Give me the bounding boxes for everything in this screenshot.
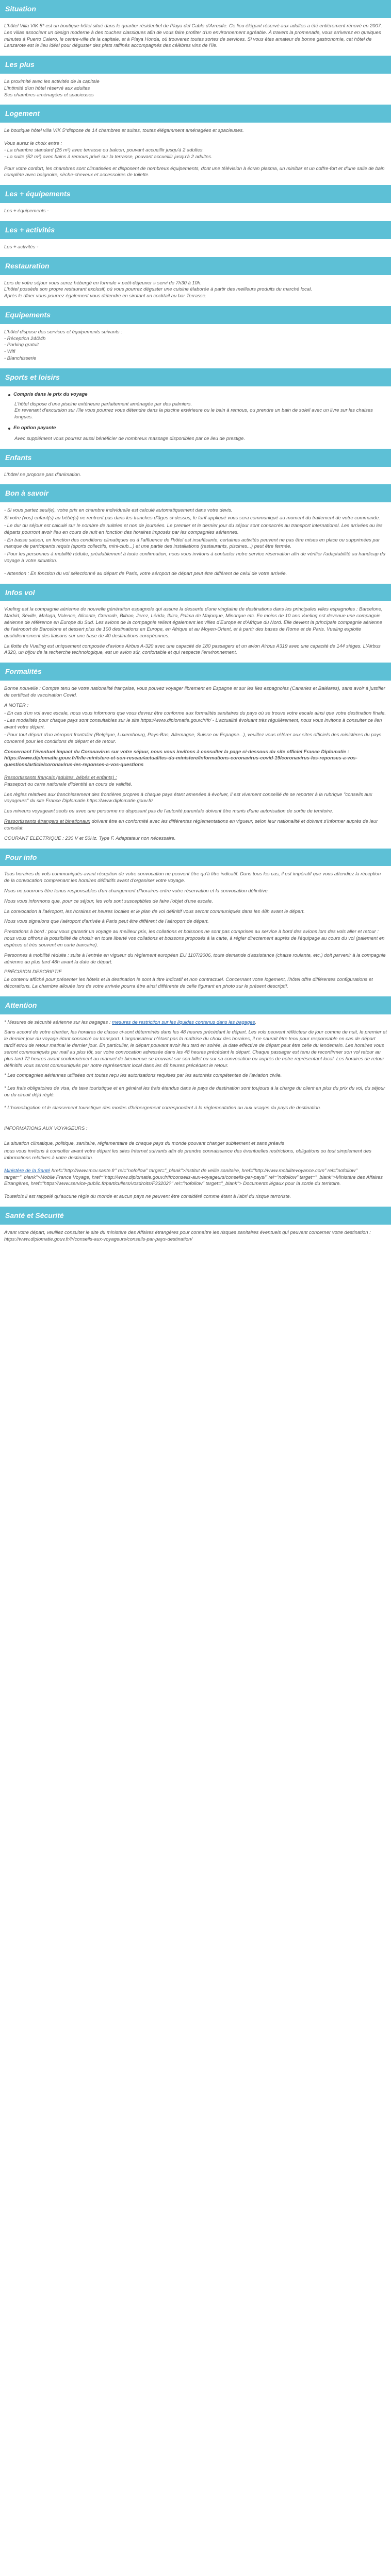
logement-line: - La suite (52 m²) avec bains à remous privé sur la terrasse, pouvant accueillir jusqu'à 2 adultes. xyxy=(4,154,213,160)
section-title-sports: Sports et loisirs xyxy=(0,368,391,386)
bullet-icon xyxy=(8,394,10,396)
section-body-logement xyxy=(0,128,391,179)
attention-p10: Toutefois il est rappelé qu'aucune règle du monde et aucun pays ne peuvent être considéré comme étant à l'abri du risque terroriste. xyxy=(4,1194,291,1200)
bon-savoir-line: - Attention : En fonction du vol sélectionné au départ de Paris, votre aéroport de départ peut être différent de celui de votre arrivée. xyxy=(4,570,287,577)
section-body-situation xyxy=(0,23,391,49)
section-title-bon-savoir: Bon à savoir xyxy=(0,484,391,502)
section-body-plus-equipements xyxy=(0,208,391,215)
plus-equipements-text: Les + équipements - xyxy=(4,208,49,214)
logement-line: Vous aurez le choix entre : xyxy=(4,141,62,147)
pour-info-p8: PRÉCISION DESCRIPTIF xyxy=(4,969,62,975)
section-body-formalites xyxy=(0,686,391,842)
logement-intro: Le boutique hôtel villa VIK 5*dispose de 14 chambres et suites, toutes élégamment aménagées et spacieuses. xyxy=(4,128,244,134)
section-body-attention xyxy=(0,1020,391,1200)
ministere-sante-link[interactable]: Ministère de la Santé xyxy=(4,1167,51,1174)
infos-vol-p1: Vueling est la compagnie aérienne de nouvelle génération espagnole qui assure la desserte d'une vingtaine de destinations dans les principales villes espagnoles : Barcelone, Madrid, Séville, Malaga, Valence, Alicante, Grenade, Bilbao, Jerez, Lérida, Ibiza, Palma de Majorque, Minorque etc. En moins de 10 ans Vueling est devenue une compagnie aérienne de référence en Europe du Sud. Les avions de la compagnie relient également les villes d'Europe et d'Afrique du Nord. Elle devient la principale compagnie aérienne de l'aéroport de Barcelone et dessert plus de 100 destinations en Europe, en Afrique et au Moyen-Orient, et à partir des bases de Rome et de Paris. Vueling exploite quotidiennement des liaisons sur une base de 40 destinations européennes. xyxy=(4,606,383,639)
attention-p8: nous vous invitons à consulter avant votre départ les sites Internet suivants afin de prendre connaissance des éventuelles restrictions, obligations ou tout simplement des informations relatives à votre destination. xyxy=(4,1148,371,1161)
pour-info-p6: Prestations à bord : pour vous garantir un voyage au meilleur prix, les collations et boissons ne sont pas comprises au service à bord des avions lors des vols aller et retour : nous vous offrons la possibilité de choisir en toute liberté vos collations et boissons proposés à la carte, à régler directement auprès de l'équipage au cours du vol (paiement en espèces et très souvent en carte bancaire). xyxy=(4,929,385,948)
logement-line: - La chambre standard (25 m²) avec terrasse ou balcon, pouvant accueillir jusqu'à 2 adultes. xyxy=(4,147,204,153)
sports-included-line: En revenant d'excursion sur l'île vous pourrez vous détendre dans la piscine extérieure ou le bain à remous, ou prendre un bain de soleil avec un livre sur les chaises longues. xyxy=(14,408,373,420)
sports-paid xyxy=(8,425,387,432)
section-body-restauration xyxy=(0,280,391,300)
bon-savoir-line: - En basse saison, en fonction des conditions climatiques ou à l'affluence de l'hôtel est insuffisante, certaines activités peuvent ne pas être mises en place ou supprimées par manque de participants requis (sports collectifs, mini-club...) et une partie des installations (restaurants, piscines...) peut être fermée. xyxy=(4,537,380,550)
attention-p4: * Les frais obligatoires de visa, de taxe touristique et en général les frais étendus dans le pays de destination sont toujours à la charge du client en plus du prix du vol, du séjour ou du circuit déjà réglé. xyxy=(4,1086,385,1098)
section-title-sante: Santé et Sécurité xyxy=(0,1207,391,1225)
section-title-attention: Attention xyxy=(0,996,391,1014)
section-body-plus-activites xyxy=(0,244,391,251)
plus-line: La proximité avec les activités de la capitale xyxy=(4,79,100,85)
attention-p9 xyxy=(4,1168,387,1188)
section-body-bon-savoir xyxy=(0,507,391,577)
attention-p6: INFORMATIONS AUX VOYAGEURS : xyxy=(4,1125,88,1131)
sante-p1: Avant votre départ, veuillez consulter le site du ministère des Affaires étrangères pour connaître les risques sanitaires éventuels qui peuvent concerner votre destination : https://www.diplomatie.gouv.fr/fr/conseils-aux-voyageurs/conseils-par-pays-destination/ xyxy=(4,1229,371,1242)
section-title-plus: Les plus xyxy=(0,56,391,74)
formalites-p6: Concernant l'éventuel impact du Coronavirus sur votre séjour, nous vous invitons à consulter la page ci-dessous du site officiel France Diplomatie : https://www.diplomatie.gouv.fr/fr/le-ministere-et-son-reseau/actualites-du-ministere/informations-coronavirus-covid-19/coronavirus-les-reponses-a-vos-questions/article/coronavirus-les-reponses-a-vos-questions xyxy=(4,749,357,768)
bon-savoir-line: - Pour les personnes à mobilité réduite, préalablement à toute confirmation, nous vous invitons à contacter notre service réservation afin de vérifier l'adaptabilité au handicap du voyage à votre situation. xyxy=(4,551,386,564)
logement-comfort: Pour votre confort, les chambres sont climatisées et disposent de nombreux équipements, dont une télévision à écran plasma, un minibar et un coffre-fort et d'une salle de bain complète avec baignoire, sèche-cheveux et accessoires de toilette. xyxy=(4,165,385,178)
formalites-p2: A NOTER : xyxy=(4,702,29,708)
formalites-p9: Les mineurs voyageant seuls ou avec une personne ne disposant pas de l'autorité parentale doivent être munis d'une autorisation de sortie de territoire. xyxy=(4,808,333,815)
bon-savoir-line: Si votre (vos) enfant(s) au bébé(s) ne rentrent pas dans les tranches d'âges ci-dessus, le tarif appliqué vous sera communiqué au moment du traitement de votre commande. xyxy=(4,515,380,521)
formalites-p1: Bonne nouvelle : Compte tenu de votre nationalité française, vous pouvez voyager librement en Espagne et sur les îles espagnoles (Canaries et Baléares), sans avoir à justifier de certificat de vaccination Covid. xyxy=(4,686,385,698)
section-body-sante xyxy=(0,1230,391,1243)
equipements-line: - Blanchisserie xyxy=(4,355,37,362)
sports-included xyxy=(8,392,387,398)
liquids-restriction-link[interactable]: mesures de restriction sur les liquides contenus dans les bagages xyxy=(112,1019,255,1025)
formalites-p7: Passeport ou carte nationale d'identité en cours de validité. xyxy=(4,781,133,787)
attention-p1-end: . xyxy=(255,1019,257,1025)
plus-line: L'intimité d'un hôtel réservé aux adultes xyxy=(4,85,90,91)
section-title-equipements: Equipements xyxy=(0,306,391,324)
formalites-p3: - En cas d'un vol avec escale, nous vous informons que vous devrez être conforme aux formalités sanitaires du pays où se trouve votre escale ainsi que votre destination finale. xyxy=(4,710,386,716)
section-title-formalites: Formalités xyxy=(0,663,391,681)
bullet-icon xyxy=(8,428,10,430)
equipements-line: - Wifi xyxy=(4,349,15,355)
formalites-p10-heading: Ressortissants étrangers et binationaux xyxy=(4,819,90,825)
pour-info-p3: Nous vous informons que, pour ce séjour, les vols sont susceptibles de faire l'objet d'une escale. xyxy=(4,898,213,904)
bon-savoir-line: - Si vous partez seul(e), votre prix en chambre individuelle est calculé automatiquement dans votre devis. xyxy=(4,507,233,514)
attention-p7: La situation climatique, politique, sanitaire, réglementaire de chaque pays du monde pouvant changer subitement et sans préavis xyxy=(4,1141,284,1147)
section-body-plus xyxy=(0,79,391,98)
section-title-logement: Logement xyxy=(0,105,391,123)
bon-savoir-line: - Le dur du séjour est calculé sur le nombre de nuitées et non de journées. Le premier et le dernier jour du séjour sont consacrés au transport international. Les arrivées ou les départs pourront avoir lieu en cours de nuit en fonction des horaires imposés par les compagnies aériennes. xyxy=(4,522,383,535)
attention-p3: * Les compagnies aériennes utilisées ont toutes reçu les autorisations requises par les autorités compétentes de l'aviation civile. xyxy=(4,1073,282,1079)
product-description xyxy=(0,0,391,1262)
attention-p9-text: href="http://www.mcv.sante.fr" rel="nofollow" target="_blank">Institut de veille sanitaire, href="http://www.mobilitevoyance.com" rel="nofollow" target="_blank">Mobile France Voyage, href="http://www.diplomatie.gouv.fr/fr/conseils-aux-voyageurs/conseils-par-pays/" rel="nofollow" target="_blank">Ministère des Affaires Etrangères, href="https://www.service-public.fr/particuliers/vosdroits/F33202?" rel="nofollow" target="_blank"> Documents légaux pour la sortie du territoire. xyxy=(4,1167,383,1187)
sports-paid-title: En option payante xyxy=(13,425,56,431)
restauration-line: Après le dîner vous pourrez également vous détendre en sirotant un cocktail au bar Terrasse. xyxy=(4,293,207,299)
pour-info-p7: Personnes à mobilité réduite : suite à l'entrée en vigueur du règlement européen EU 1107/2006, toute demande d'assistance (chaise roulante, etc.) doit parvenir à la compagnie aérienne au plus tard 48h avant la date de départ. xyxy=(4,952,386,965)
pour-info-p2: Nous ne pourrons être tenus responsables d'un changement d'horaires entre votre réservation et la convocation définitive. xyxy=(4,888,269,894)
plus-activites-text: Les + activités - xyxy=(4,244,39,250)
formalites-p11: COURANT ELECTRIQUE : 230 V et 50Hz. Type F. Adaptateur non nécessaire. xyxy=(4,835,176,841)
pour-info-p9: Le contenu affiché pour présenter les hôtels et la destination le sont à titre indicatif et non contractuel. Concernant votre logement, l'hôtel offre différentes configurations et décorations. La chambre allouée lors de votre arrivée pourra être ainsi différente de celle figurant en photo sur le présent descriptif. xyxy=(4,977,373,989)
section-body-equipements xyxy=(0,329,391,362)
attention-p1-text: * Mesures de sécurité aérienne sur les bagages : xyxy=(4,1019,112,1025)
section-body-enfants xyxy=(0,472,391,479)
enfants-text: L'hôtel ne propose pas d'animation. xyxy=(4,471,82,478)
section-title-plus-activites: Les + activités xyxy=(0,221,391,239)
section-title-plus-equipements: Les + équipements xyxy=(0,185,391,203)
pour-info-p5: Nous vous signalons que l'aéroport d'arrivée à Paris peut être différent de l'aéroport de départ. xyxy=(4,919,209,925)
sports-paid-text: Avec supplément vous pourrez aussi bénéficier de nombreux massage disponibles par ce lieu de prestige. xyxy=(14,435,246,442)
attention-p1 xyxy=(4,1020,387,1026)
pour-info-p1: Tous horaires de vols communiqués avant réception de votre convocation ne peuvent être qu'à titre indicatif. Dans tous les cas, il est impératif que vous attendiez la réception de la convocation comprenant les horaires définitifs avant d'organiser votre voyage. xyxy=(4,871,381,884)
equipements-line: - Parking gratuit xyxy=(4,342,39,348)
situation-text: L'hôtel Villa VIK 5* est un boutique-hôtel situé dans le quartier résidentiel de Playa del Cable d'Arrecife. Ce lieu élégant réservé aux adultes a été entièrement rénové en 2007. Les villas associent un design moderne à des touches classiques afin de vous faire profiter d'un environnement agréable. À travers la promenade, vous arriverez en quelques minutes à Puerto Calero, le centre-ville de la capitale, et à Playa Honda, où trouverez toutes sortes de services. Si vous êtes amateur de bonne gastronomie, cet hôtel de Lanzarote est le lieu idéal pour déguster des plats raffinés accompagnés des célèbres vins de l'île. xyxy=(4,23,382,49)
section-title-enfants: Enfants xyxy=(0,449,391,467)
attention-p5: * L'homologation et le classement touristique des modes d'hébergement correspondent à la réglementation ou aux usages du pays de destination. xyxy=(4,1105,321,1111)
section-body-sports xyxy=(0,392,391,443)
formalites-p7-heading: Ressortissants français (adultes, bébés et enfants) : xyxy=(4,775,117,781)
equipements-line: - Réception 24/24h xyxy=(4,335,46,342)
section-title-restauration: Restauration xyxy=(0,257,391,275)
section-body-pour-info xyxy=(0,871,391,990)
formalites-p4: - Les modalités pour chaque pays sont consultables sur le site https://www.diplomatie.gouv.fr/fr/ - L'actualité évoluant très régulièrement, nous vous invitons à consulter ce lien avant votre départ. xyxy=(4,718,382,731)
sports-included-title: Compris dans le prix du voyage xyxy=(13,391,88,397)
formalites-p5: - Pour tout départ d'un aéroport frontalier (Belgique, Luxembourg, Pays-Bas, Allemagne, Suisse ou Espagne...), veuillez vous référer aux sites officiels des ministères du pays concerné pour les conditions de départ et de retour. xyxy=(4,732,382,744)
formalites-p8: Les règles relatives aux franchissement des frontières propres à chaque pays étant amenées à évoluer, il est vivement conseillé de se reporter à la rubrique "conseils aux voyageurs" du site France Diplomatie.https://www.diplomatie.gouv.fr/ xyxy=(4,791,372,804)
sports-included-line: L'hôtel dispose d'une piscine extérieure parfaitement aménagée par des palmiers. xyxy=(14,401,192,407)
infos-vol-p2: La flotte de Vueling est uniquement composée d'avions Airbus A-320 avec une capacité de 180 passagers et un avion Airbus A319 avec une capacité de 144 sièges. L'Airbus A320, un bijou de la recherche technologique, est un avion sûr, confortable et qui respecte l'environnement. xyxy=(4,643,381,656)
formalites-p10-text: doivent être en conformité avec les différentes réglementations en vigueur, selon leur nationalité et doivent s'informer auprès de leur consulat. xyxy=(4,819,378,831)
section-title-pour-info: Pour info xyxy=(0,849,391,867)
formalites-p10 xyxy=(4,819,387,832)
section-title-infos-vol: Infos vol xyxy=(0,584,391,602)
section-title-situation: Situation xyxy=(0,0,391,18)
restauration-line: Lors de votre séjour vous serez hébergé en formule « petit-déjeuner » servi de 7h30 à 10h. xyxy=(4,280,202,286)
attention-p2: Sans accord de votre chartier, les horaires de classe ci-sont déterminés dans les 48 heures précédant le départ. Les vols peuvent réflécteur de jour comme de nuit, le premier et le dernier jour du voyage étant consacré au transport. L'organisateur n'étant pas la maîtrise du choix des horaires, il ne saurait être tenu pour responsable en cas de départ tardif et/ou de retour matinal le dernier jour. En particulier, le départ pouvant avoir lieu tard en soirée, la date effective de départ peut être celle du lendemain. Les horaires vous seront communiqués par mail au plus tôt, sur votre convocation adressée dans les 48 heures précédant le départ. Chaque passager est tenu de reconfirmer son vol retour au plus tard 72 heures avant conformément au manuel de bienvenue se trouvant sur son billet ou sur sa convocation ou auprès de notre représentant local. Les horaires de retour définitifs vous seront communiqués par notre représentant local dans les 48 heures précédant le retour. xyxy=(4,1029,387,1069)
restauration-line: L'hôtel possède son propre restaurant exclusif, où vous pourrez déguster une cuisine élaborée à partir des meilleurs produits du marché local. xyxy=(4,286,312,293)
section-body-infos-vol xyxy=(0,606,391,656)
equipements-line: L'hôtel dispose des services et équipements suivants : xyxy=(4,329,122,335)
plus-line: Ses chambres aménagées et spacieuses xyxy=(4,92,94,98)
pour-info-p4: La convocation à l'aéroport, les horaires et heures locales et le plan de vol définitif vous seront communiqués dans les 48h avant le départ. xyxy=(4,908,305,914)
